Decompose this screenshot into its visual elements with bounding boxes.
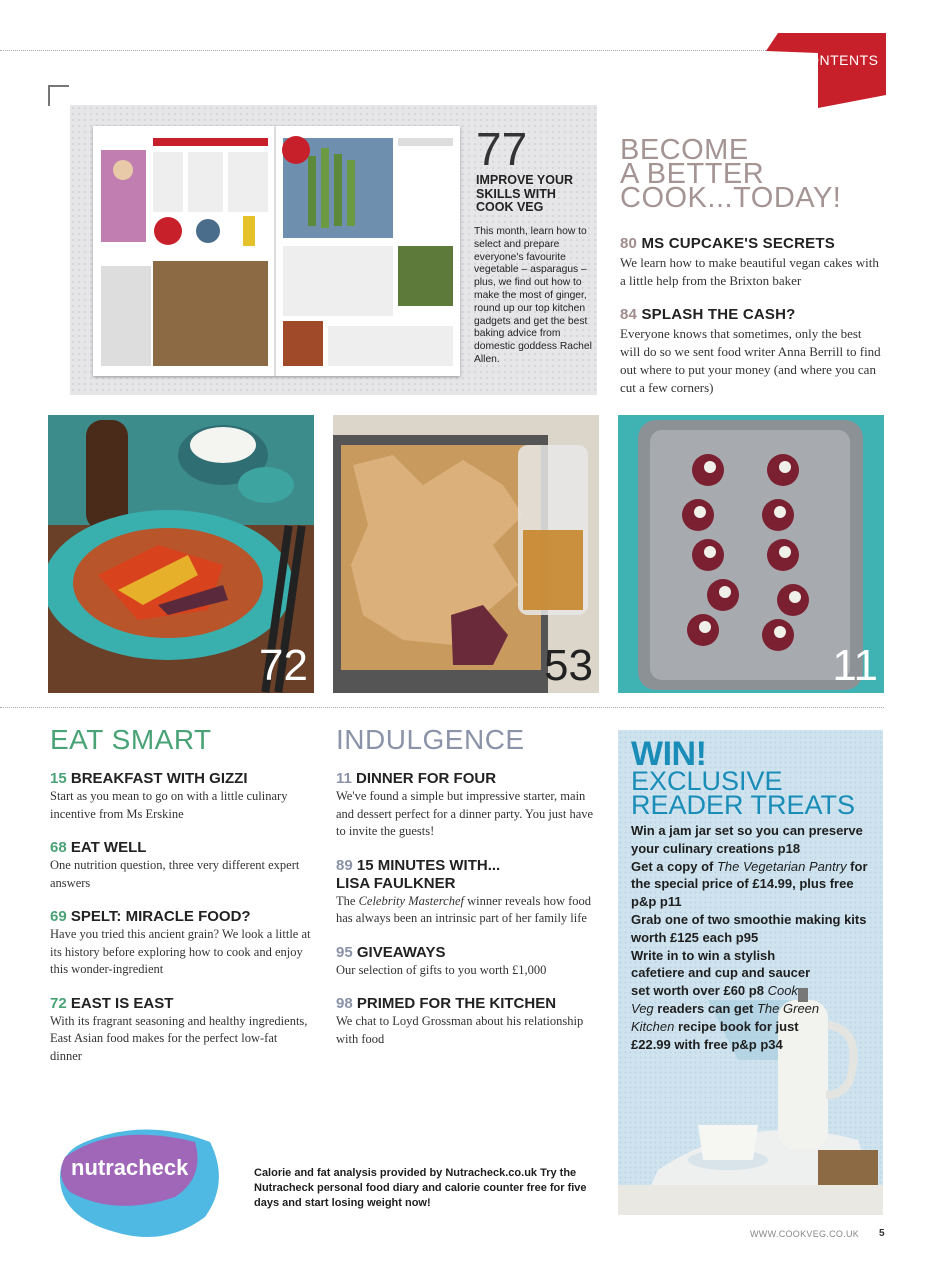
- item-number: 80: [620, 235, 638, 252]
- magazine-spread-image: [93, 126, 460, 376]
- item-number: 84: [620, 306, 638, 323]
- offer-text: Write in to win a stylish cafetiere and cup and saucer set worth over £60: [631, 947, 811, 999]
- item-number: 89: [336, 856, 353, 874]
- offer-page: p34: [760, 1036, 783, 1052]
- item-body-text: winner reveals how food has always been an intrinsic part of her family life: [336, 893, 592, 925]
- feature-page-number: 77: [476, 123, 528, 175]
- win-offer[interactable]: [631, 911, 881, 947]
- photo-figs[interactable]: [618, 415, 884, 693]
- list-item[interactable]: [50, 995, 312, 1066]
- item-title: 15 MINUTES WITH...: [356, 856, 501, 874]
- item-title: PRIMED FOR THE KITCHEN: [356, 995, 557, 1012]
- page-number: 5: [879, 1228, 885, 1239]
- indulgence-title: INDULGENCE: [336, 724, 525, 755]
- offer-title: The Green Kitchen: [631, 1000, 820, 1034]
- item-title: SPLASH THE CASH?: [641, 306, 796, 323]
- offer-text: recipe book for just £22.99 with free p&p: [631, 1018, 799, 1052]
- win-subtitle-line: READER TREATS: [631, 790, 856, 820]
- become-title: [620, 134, 880, 214]
- list-item[interactable]: [336, 944, 598, 980]
- list-item[interactable]: [50, 839, 312, 892]
- item-number: 98: [336, 995, 353, 1012]
- contents-label: CONTENTS: [797, 52, 879, 68]
- win-offer[interactable]: [631, 858, 881, 911]
- photo-page-number: 72: [259, 641, 308, 690]
- item-body-text: The: [336, 893, 359, 908]
- win-offers: [631, 822, 881, 1053]
- item-number: 72: [50, 994, 67, 1012]
- list-item[interactable]: [50, 770, 312, 823]
- offer-page: p11: [659, 894, 682, 910]
- item-body-italic: Celebrity Masterchef: [358, 893, 464, 908]
- become-title-line: COOK...TODAY!: [620, 182, 842, 214]
- become-item[interactable]: [620, 306, 882, 397]
- win-subtitle: [631, 766, 881, 820]
- item-title: DINNER FOR FOUR: [356, 770, 497, 787]
- photo-stirfry[interactable]: [48, 415, 314, 693]
- photo-page-number: 53: [544, 641, 593, 690]
- nutracheck-credit: Calorie and fat analysis provided by Nutracheck.co.uk Try the Nutracheck personal food diary and calorie counter free for five days and start losing weight now!: [254, 1167, 587, 1209]
- win-title: WIN!: [631, 735, 707, 773]
- list-item[interactable]: [50, 908, 312, 979]
- item-body: Our selection of gifts to you worth £1,000: [336, 962, 547, 977]
- eat-smart-title: EAT SMART: [50, 724, 212, 755]
- item-title: SPELT: MIRACLE FOOD?: [70, 908, 251, 925]
- offer-text: Grab one of two smoothie making kits worth £125 each: [631, 911, 867, 945]
- item-title: MS CUPCAKE'S SECRETS: [641, 235, 835, 252]
- item-body: Start as you mean to go on with a little culinary incentive from Ms Erskine: [50, 789, 288, 821]
- offer-page: p8: [748, 983, 764, 999]
- item-body: We learn how to make beautiful vegan cakes with a little help from the Brixton baker: [620, 255, 879, 288]
- item-number: 68: [50, 839, 67, 856]
- item-title: EAT WELL: [70, 839, 147, 856]
- win-offer[interactable]: [631, 947, 821, 1054]
- footer-url[interactable]: WWW.COOKVEG.CO.UK: [750, 1229, 860, 1239]
- item-body: Everyone knows that sometimes, only the best will do so we sent food writer Anna Berrill to find out where to put your money (and where you can cut a few corners): [620, 326, 881, 395]
- offer-text: Win a jam jar set so you can preserve your culinary creations: [631, 823, 863, 856]
- item-title: EAST IS EAST: [70, 994, 174, 1012]
- contents-tab: [766, 33, 886, 108]
- item-body: We chat to Loyd Grossman about his relationship with food: [336, 1014, 584, 1046]
- become-title-line: A BETTER: [620, 158, 765, 190]
- offer-text: Get a copy of: [631, 858, 717, 874]
- indulgence-list: [336, 770, 598, 1048]
- become-title-line: BECOME: [620, 134, 749, 166]
- top-divider: [0, 50, 790, 51]
- offer-text: readers can get: [653, 1000, 757, 1016]
- list-item[interactable]: [336, 770, 598, 841]
- nutracheck-logo-text: nutracheck: [71, 1155, 189, 1180]
- become-item[interactable]: [620, 235, 882, 290]
- photo-page-number: 11: [832, 641, 878, 690]
- eat-smart-list: [50, 770, 312, 1065]
- list-item[interactable]: [336, 857, 598, 928]
- item-body: Have you tried this ancient grain? We look a little at its history before exploring how to cook and enjoy this wonder-ingredient: [50, 927, 311, 976]
- nutracheck-logo[interactable]: [55, 1122, 225, 1242]
- feature-headline: IMPROVE YOUR SKILLS WITH COOK VEG: [476, 173, 574, 214]
- item-title-line2: LISA FAULKNER: [336, 874, 456, 892]
- offer-page: p18: [777, 840, 801, 856]
- item-body: We've found a simple but impressive starter, main and dessert perfect for a dinner party. You just have to invite the guests!: [336, 789, 594, 838]
- win-offer[interactable]: [631, 822, 881, 858]
- item-number: 11: [336, 770, 352, 787]
- offer-brand: Cook Veg: [631, 983, 798, 1016]
- item-body: One nutrition question, three very different expert answers: [50, 858, 300, 890]
- item-body: [336, 893, 598, 928]
- offer-page: p95: [735, 929, 759, 945]
- item-number: 95: [336, 943, 353, 961]
- mid-divider: [0, 707, 884, 708]
- item-number: 15: [50, 770, 67, 787]
- offer-text: for the special price of £14.99, plus free p&p: [631, 858, 868, 910]
- item-number: 69: [50, 908, 67, 925]
- corner-mark: [48, 85, 69, 106]
- list-item[interactable]: [336, 995, 598, 1048]
- item-title: GIVEAWAYS: [356, 943, 446, 961]
- item-body: With its fragrant seasoning and healthy ingredients, East Asian food makes for the perfect low-fat dinner: [50, 1013, 308, 1063]
- feature-body: This month, learn how to select and prepare everyone's favourite vegetable – asparagus – plus, we find out how to make the most of ginger, round up our top kitchen gadgets and get the best baking advice from domestic goddess Rachel Allen.: [474, 226, 592, 365]
- item-title: BREAKFAST WITH GIZZI: [70, 770, 248, 787]
- photo-pie[interactable]: [333, 415, 599, 693]
- win-subtitle-line: EXCLUSIVE: [631, 766, 783, 796]
- offer-title: The Vegetarian Pantry: [716, 858, 847, 874]
